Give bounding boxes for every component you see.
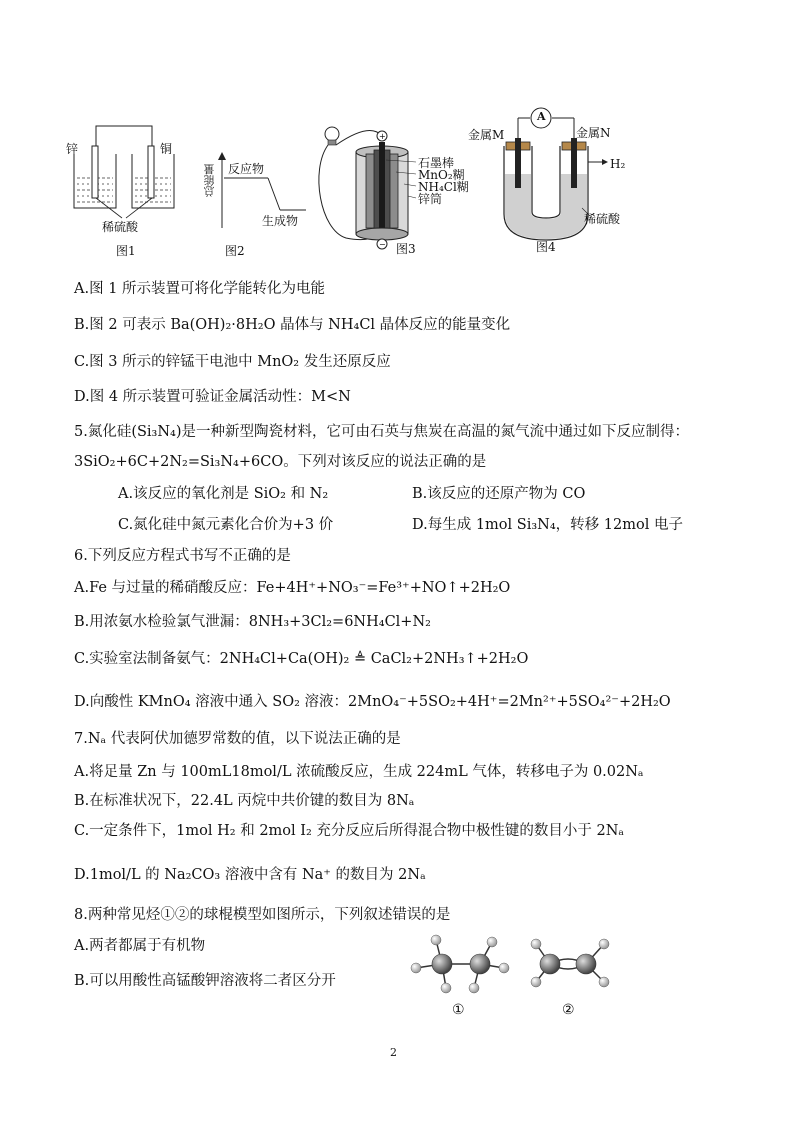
ball-stick-models <box>400 926 630 1026</box>
q7-stem: 7.Nₐ 代表阿伏加德罗常数的值，以下说法正确的是 <box>74 731 401 747</box>
svg-text:+: + <box>379 132 386 141</box>
q5-stem-line-1: 5.氮化硅(Si₃N₄)是一种新型陶瓷材料，它可由石英与焦炭在高温的氮气流中通过如下反应制得： <box>74 424 690 440</box>
q7-option-c: C.一定条件下，1mol H₂ 和 2mol I₂ 充分反应后所得混合物中极性键的数目小于 2Nₐ <box>74 823 625 839</box>
q5-option-d: D.每生成 1mol Si₃N₄，转移 12mol 电子 <box>412 517 683 533</box>
page-number: 2 <box>390 1046 397 1059</box>
ammeter-label: A <box>537 110 546 123</box>
q8-option-a: A.两者都属于有机物 <box>74 938 206 954</box>
label-nh4cl-paste: NH₄Cl糊 <box>418 180 469 194</box>
q5-option-b: B.该反应的还原产物为 CO <box>412 486 586 502</box>
q8-option-b: B.可以用酸性高锰酸钾溶液将二者区分开 <box>74 973 336 989</box>
figure-1 <box>66 118 186 258</box>
molecule-models <box>400 926 630 1026</box>
label-copper: 铜 <box>160 142 173 156</box>
q7-option-b: B.在标准状况下，22.4L 丙烷中共价键的数目为 8Nₐ <box>74 793 415 809</box>
label-zinc: 锌 <box>66 142 79 156</box>
model-1-label: ① <box>452 1002 465 1018</box>
label-metal-n: 金属N <box>576 126 611 140</box>
label-dilute-sulfuric-acid: 稀硫酸 <box>102 220 139 234</box>
q6-option-c: C.实验室法制备氨气：2NH₄Cl+Ca(OH)₂ ≜ CaCl₂+2NH₃↑+2H₂O <box>74 651 529 667</box>
q4-option-b: B.图 2 可表示 Ba(OH)₂·8H₂O 晶体与 NH₄Cl 晶体反应的能量变化 <box>74 317 511 333</box>
q7-option-a: A.将足量 Zn 与 100mL18mol/L 浓硫酸反应，生成 224mL 气体，转移电子为 0.02Nₐ <box>74 764 644 780</box>
label-dilute-sulfuric-acid-4: 稀硫酸 <box>584 212 621 226</box>
figure-4 <box>466 104 636 254</box>
q5-option-c: C.氮化硅中氮元素化合价为+3 价 <box>118 517 334 533</box>
q4-option-d: D.图 4 所示装置可验证金属活动性：M<N <box>74 389 351 405</box>
q6-option-d: D.向酸性 KMnO₄ 溶液中通入 SO₂ 溶液：2MnO₄⁻+5SO₂+4H⁺=2Mn²⁺+5SO₄²⁻+2H₂O <box>74 694 671 710</box>
figure-1-caption: 图1 <box>116 244 136 258</box>
label-graphite-rod: 石墨棒 <box>418 156 455 170</box>
q6-option-b: B.用浓氨水检验氯气泄漏：8NH₃+3Cl₂=6NH₄Cl+N₂ <box>74 614 431 630</box>
label-zinc-can: 锌筒 <box>418 192 443 206</box>
label-h2: H₂ <box>610 157 626 171</box>
label-mno2-paste: MnO₂糊 <box>418 168 465 182</box>
label-metal-m: 金属M <box>468 128 505 142</box>
galvanic-cell-diagram <box>66 118 186 258</box>
model-2-label: ② <box>562 1002 575 1018</box>
q4-option-a: A.图 1 所示装置可将化学能转化为电能 <box>74 281 326 297</box>
ethane-model <box>416 940 504 988</box>
q4-option-c: C.图 3 所示的锌锰干电池中 MnO₂ 发生还原反应 <box>74 354 391 370</box>
label-product: 生成物 <box>262 214 299 228</box>
label-reactant: 反应物 <box>228 162 265 176</box>
q7-option-d: D.1mol/L 的 Na₂CO₃ 溶液中含有 Na⁺ 的数目为 2Nₐ <box>74 867 426 883</box>
figure-3-caption: 图3 <box>396 242 416 256</box>
y-axis-label: 总能量 <box>203 164 216 197</box>
q6-option-a: A.Fe 与过量的稀硝酸反应：Fe+4H⁺+NO₃⁻=Fe³⁺+NO↑+2H₂O <box>74 580 511 596</box>
figure-4-caption: 图4 <box>536 240 556 254</box>
figure-2-caption: 图2 <box>225 244 245 258</box>
q6-stem: 6.下列反应方程式书写不正确的是 <box>74 548 291 564</box>
q5-stem-line-2: 3SiO₂+6C+2N₂=Si₃N₄+6CO。下列对该反应的说法正确的是 <box>74 454 487 470</box>
svg-text:−: − <box>379 240 386 249</box>
q8-stem: 8.两种常见烃①②的球棍模型如图所示，下列叙述错误的是 <box>74 907 451 923</box>
q5-option-a: A.该反应的氧化剂是 SiO₂ 和 N₂ <box>118 486 329 502</box>
